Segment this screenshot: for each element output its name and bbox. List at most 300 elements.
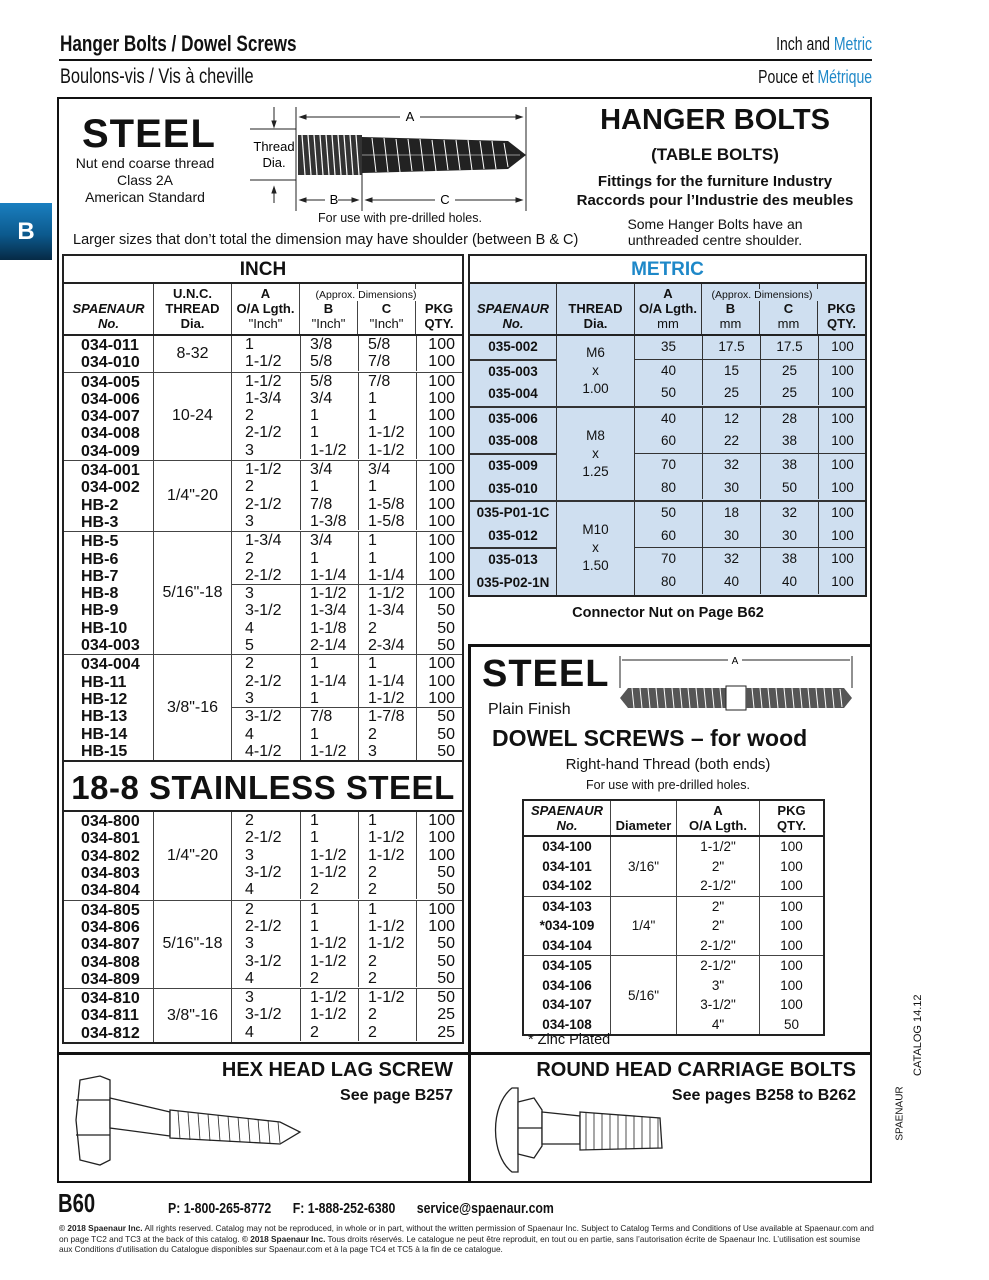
dim-b: 7/8 — [310, 495, 333, 513]
dimension-block — [634, 502, 865, 594]
metric-table-caption: METRIC — [470, 256, 865, 284]
dim-c: 2 — [368, 952, 377, 970]
legal-notice: © 2018 Spaenaur Inc. All rights reserved. Catalog may not be reproduced, in whole or in part, without the written permission of Spaenaur Inc. Subject to Catalog Terms and Conditions of Use available at Spaenaur.com and on page TC2 and TC3 at the back of this catalog. © 2018 Spaenaur Inc. Tous droits réservés. Le catalogue ne peut être reproduit, en tout ou en partie, sans l’autorisation écrite de Spaenaur Inc. L’utilisation est soumise aux Conditions d’utilisation du Catalogue disponibles sur Spaenaur.com et à la page TC4 et TC5 à la fin de ce catalogue. — [59, 1223, 874, 1254]
dim-b-column — [702, 360, 760, 405]
carriage-bolts-page-link[interactable]: See pages B258 to B262 — [671, 1087, 856, 1104]
pkg-qty-column — [759, 897, 823, 956]
col-header-no: SPAENAUR No. — [531, 803, 603, 833]
overall-length: 4" — [711, 1016, 725, 1032]
thread-size — [556, 336, 634, 406]
part-number: 035-004 — [488, 386, 538, 402]
diameter-group — [524, 897, 823, 957]
dimension-block — [231, 532, 463, 654]
pkg-qty: 100 — [428, 900, 455, 918]
part-number: 034-804 — [81, 882, 140, 900]
dim-b: 7/8 — [310, 708, 333, 726]
approx-dimensions-label: (Approx. Dimensions) — [307, 289, 425, 301]
dim-c-column — [760, 548, 818, 593]
overall-length-column — [232, 655, 300, 707]
part-number: 034-003 — [81, 637, 140, 655]
pkg-qty-column — [416, 812, 463, 898]
part-number: 035-P01-1C — [476, 505, 550, 521]
dim-c-column — [358, 336, 416, 371]
pkg-qty: 100 — [831, 551, 854, 567]
part-pair — [470, 502, 556, 547]
overall-length: 80 — [660, 479, 677, 495]
part-number: 034-104 — [542, 937, 592, 953]
pkg-qty: 100 — [428, 353, 455, 371]
pkg-qty: 50 — [437, 637, 455, 655]
dim-c: 50 — [781, 479, 798, 495]
part-number-column — [64, 655, 153, 760]
overall-length: 40 — [660, 362, 677, 378]
overall-length: 3 — [245, 441, 254, 459]
dim-c: 1-5/8 — [368, 512, 405, 530]
fax-number: F: 1-888-252-6380 — [292, 1200, 396, 1217]
overall-length: 3-1/2 — [245, 952, 282, 970]
overall-length: 1-1/2" — [700, 839, 736, 854]
thread-size-line: x — [592, 362, 599, 378]
svg-text:B: B — [329, 192, 339, 207]
col-header-a: A O/A Lgth. mm — [634, 284, 701, 334]
zinc-plated-footnote: * Zinc Plated — [528, 1032, 611, 1048]
overall-length: 40 — [660, 410, 677, 426]
dim-b: 1-1/2 — [310, 1006, 347, 1024]
thread-size-line: M8 — [586, 427, 605, 443]
dim-c: 3 — [368, 742, 377, 760]
pkg-qty: 100 — [831, 410, 854, 426]
part-number: 035-013 — [488, 552, 538, 568]
dim-c: 1-7/8 — [368, 708, 405, 726]
dim-b: 1-1/2 — [310, 742, 347, 760]
overall-length: 2-1/2 — [245, 917, 282, 935]
svg-text:Dia.: Dia. — [262, 155, 286, 170]
dim-b-column — [300, 336, 358, 371]
overall-length: 2" — [711, 858, 725, 874]
dimension-subgroup — [232, 812, 463, 898]
overall-length-column — [635, 336, 702, 359]
pkg-qty: 100 — [780, 878, 803, 893]
pkg-qty: 100 — [428, 585, 455, 603]
part-number: 034-007 — [81, 408, 140, 426]
part-number: 034-101 — [542, 858, 592, 874]
dim-c: 28 — [781, 410, 798, 426]
overall-length: 2 — [245, 900, 254, 918]
dim-c: 1-5/8 — [368, 495, 405, 513]
part-pair — [470, 359, 556, 406]
overall-length-column — [232, 461, 300, 530]
part-number: 034-102 — [542, 878, 592, 893]
dimension-block — [634, 336, 865, 406]
dim-b: 1-1/2 — [310, 864, 347, 882]
inch-table-caption: INCH — [64, 256, 462, 284]
dimension-subgroup — [232, 584, 463, 654]
overall-length-column — [232, 373, 300, 459]
dowel-table-header — [524, 801, 823, 837]
overall-length: 3" — [711, 977, 725, 993]
overall-length: 70 — [660, 456, 677, 472]
dim-c-column — [358, 532, 416, 584]
dim-c: 7/8 — [368, 353, 391, 371]
thread-size: 1/4"-20 — [153, 812, 231, 899]
thread-size: 8-32 — [153, 336, 231, 372]
predrilled-note: For use with pre-drilled holes. — [318, 211, 482, 225]
dim-b: 1-1/2 — [310, 935, 347, 953]
dim-c-column — [358, 812, 416, 898]
desc-line: Class 2A — [116, 172, 174, 188]
dowel-steel-heading: STEEL — [482, 653, 610, 695]
thread-group — [64, 373, 462, 461]
overall-length: 4 — [245, 881, 254, 899]
dim-b-column — [702, 336, 760, 359]
col-header-no: SPAENAUR No. — [477, 301, 549, 331]
pkg-qty: 25 — [437, 1006, 455, 1024]
pkg-qty: 100 — [428, 407, 455, 425]
dim-c: 1 — [368, 549, 377, 567]
dim-c: 1-1/2 — [368, 917, 405, 935]
pkg-qty: 100 — [831, 456, 854, 472]
overall-length: 3-1/2 — [245, 708, 282, 726]
overall-length: 3-1/2" — [700, 997, 736, 1012]
thread-size-line: M6 — [586, 344, 605, 360]
pkg-qty: 100 — [780, 958, 803, 973]
part-number: HB-10 — [81, 619, 128, 637]
dimension-subgroup — [635, 336, 865, 359]
dim-c: 7/8 — [368, 372, 391, 390]
part-number-column — [64, 532, 153, 654]
thread-group — [64, 901, 462, 989]
pkg-qty: 100 — [428, 655, 455, 673]
dimension-block — [231, 989, 463, 1042]
pkg-qty: 50 — [437, 952, 455, 970]
pkg-qty: 100 — [428, 495, 455, 513]
phone-number[interactable]: P: 1-800-265-8772 — [168, 1200, 272, 1217]
overall-length: 3-1/2 — [245, 1006, 282, 1024]
email-link[interactable]: service@spaenaur.com — [416, 1200, 554, 1217]
lag-screw-page-link[interactable]: See page B257 — [340, 1087, 453, 1104]
diameter: 5/16" — [610, 956, 676, 1034]
thread-size: 10-24 — [153, 373, 231, 460]
pkg-qty-column — [818, 360, 866, 405]
overall-length: 2 — [245, 549, 254, 567]
dim-c: 1 — [368, 478, 377, 496]
dim-b: 1 — [310, 900, 319, 918]
overall-length: 1-1/2 — [245, 372, 282, 390]
dim-b: 3/4 — [310, 532, 333, 550]
dim-c: 1-1/2 — [368, 689, 405, 707]
overall-length: 1-1/2 — [245, 461, 282, 479]
part-number-column — [64, 461, 153, 531]
col-header-a: A O/A Lgth. "Inch" — [231, 284, 299, 334]
svg-text:C: C — [440, 192, 450, 207]
bottom-column-divider — [468, 1052, 471, 1183]
thread-group — [64, 655, 462, 760]
dim-b: 2 — [310, 969, 319, 987]
dim-c: 2 — [368, 725, 377, 743]
overall-length: 60 — [660, 527, 677, 543]
part-number: 034-105 — [542, 958, 592, 973]
part-number: 035-009 — [488, 457, 538, 473]
dim-b-column — [702, 502, 760, 547]
dim-b: 1 — [310, 689, 319, 707]
part-number: HB-7 — [81, 567, 119, 585]
part-number-column — [64, 336, 153, 372]
col-header-thread: U.N.C. THREAD Dia. — [153, 284, 231, 334]
overall-length: 2-1/2" — [700, 958, 736, 973]
carriage-bolt-illustration — [490, 1080, 730, 1180]
pkg-qty: 100 — [428, 372, 455, 390]
part-number: HB-2 — [81, 496, 119, 514]
dim-c-column — [358, 373, 416, 459]
dim-b: 12 — [723, 410, 740, 426]
overall-length: 60 — [660, 433, 677, 449]
pkg-qty: 100 — [780, 858, 803, 874]
steel-description — [66, 155, 224, 206]
overall-length: 4-1/2 — [245, 742, 282, 760]
overall-length: 3 — [245, 935, 254, 953]
desc-line: American Standard — [85, 189, 205, 205]
svg-text:Thread: Thread — [253, 139, 295, 154]
dimension-subgroup — [232, 655, 463, 707]
dim-c: 2 — [368, 619, 377, 637]
thread-group — [64, 461, 462, 532]
part-number-column — [524, 897, 610, 956]
overall-length-column — [635, 454, 702, 499]
dim-c: 1-1/2 — [368, 935, 405, 953]
thread-group — [64, 532, 462, 655]
dim-b: 1 — [310, 725, 319, 743]
dowel-table — [522, 799, 825, 1036]
catalog-version: CATALOG 14.12 — [912, 994, 924, 1076]
dim-c: 1-1/2 — [368, 441, 405, 459]
desc-line: Nut end coarse thread — [75, 155, 215, 171]
dim-b-column — [300, 532, 358, 584]
dim-c: 1 — [368, 655, 377, 673]
dim-c: 38 — [781, 456, 798, 472]
overall-length-column — [676, 897, 759, 956]
thread-size-line: M10 — [582, 522, 609, 538]
part-pair — [470, 408, 556, 453]
dim-b: 1-1/2 — [310, 441, 347, 459]
part-number: HB-14 — [81, 725, 128, 743]
dim-b: 1-1/4 — [310, 672, 347, 690]
pkg-qty: 100 — [831, 479, 854, 495]
dim-b: 15 — [723, 362, 740, 378]
pkg-qty: 100 — [428, 461, 455, 479]
dim-c: 1 — [368, 812, 377, 830]
diameter-group — [524, 956, 823, 1034]
pkg-qty: 100 — [780, 839, 803, 854]
pkg-qty: 100 — [428, 389, 455, 407]
dimension-subgroup — [232, 707, 463, 760]
part-pair — [470, 547, 556, 594]
part-number: 034-009 — [81, 442, 140, 460]
overall-length: 4 — [245, 619, 254, 637]
pkg-qty: 100 — [428, 829, 455, 847]
stainless-caption: 18-8 STAINLESS STEEL — [64, 760, 462, 812]
part-number: 034-803 — [81, 865, 140, 883]
col-header-qty: PKG QTY. — [817, 284, 865, 334]
pkg-qty: 50 — [437, 619, 455, 637]
part-number: 035-012 — [488, 527, 538, 543]
pkg-qty: 100 — [428, 917, 455, 935]
dim-c: 1-3/4 — [368, 602, 405, 620]
overall-length-column — [232, 532, 300, 584]
dowel-screw-diagram — [618, 654, 858, 714]
dim-b: 25 — [723, 385, 740, 401]
pkg-qty-column — [818, 454, 866, 499]
dim-b: 22 — [723, 433, 740, 449]
dim-c: 2 — [368, 864, 377, 882]
part-number: 034-810 — [81, 990, 140, 1008]
pkg-qty: 100 — [428, 846, 455, 864]
overall-length: 2-1/2 — [245, 829, 282, 847]
dimension-block — [231, 812, 463, 899]
dim-c: 17.5 — [776, 339, 803, 354]
col-header-b: B "Inch" — [299, 284, 357, 334]
part-number: 034-008 — [81, 425, 140, 443]
part-number: 035-006 — [488, 410, 538, 426]
dim-b: 1-3/8 — [310, 512, 347, 530]
thread-size: 3/8"-16 — [153, 655, 231, 760]
thread-size-line: x — [592, 540, 599, 556]
metric-table — [468, 254, 867, 597]
pkg-qty: 100 — [428, 478, 455, 496]
thread-group — [470, 336, 865, 408]
thread-size: 5/16"-18 — [153, 901, 231, 988]
col-header-no: SPAENAUR No. — [72, 301, 145, 331]
overall-length-column — [232, 989, 300, 1041]
pkg-qty: 100 — [831, 339, 854, 354]
lag-screw-title: HEX HEAD LAG SCREW — [221, 1059, 453, 1081]
pkg-qty: 100 — [428, 689, 455, 707]
pkg-qty-column — [818, 408, 866, 453]
dim-b: 5/8 — [310, 353, 333, 371]
part-number: HB-9 — [81, 602, 119, 620]
shoulder-info-line: unthreaded centre shoulder. — [627, 232, 803, 248]
dimension-subgroup — [232, 336, 463, 371]
dim-b: 1 — [310, 812, 319, 830]
thread-group — [64, 812, 462, 900]
dimension-subgroup — [232, 901, 463, 987]
dim-b: 5/8 — [310, 372, 333, 390]
dim-c: 3/4 — [368, 461, 391, 479]
dim-c: 1-1/2 — [368, 424, 405, 442]
brand-logo-text: SPAENAUR — [894, 1086, 906, 1141]
shoulder-note: Larger sizes that don’t total the dimension may have shoulder (between B & C) — [73, 232, 579, 248]
dim-c: 2 — [368, 1006, 377, 1024]
dim-b-column — [300, 708, 358, 760]
overall-length-column — [676, 837, 759, 896]
dim-b: 3/4 — [310, 389, 333, 407]
dimension-subgroup — [232, 461, 463, 530]
dimension-subgroup — [232, 532, 463, 584]
pkg-qty: 100 — [428, 512, 455, 530]
diameter-group — [524, 837, 823, 897]
part-pair — [470, 453, 556, 500]
stainless-table-body — [64, 812, 462, 1042]
part-number: 034-100 — [542, 839, 592, 854]
hanger-bolts-title: HANGER BOLTS — [600, 104, 830, 136]
page-subtitle: Boulons-vis / Vis à cheville — [60, 65, 254, 88]
pkg-qty: 50 — [437, 742, 455, 760]
dim-b-column — [300, 655, 358, 707]
table-bolts-subtitle: (TABLE BOLTS) — [651, 145, 779, 164]
thread-size: 1/4"-20 — [153, 461, 231, 531]
part-number-column — [64, 812, 153, 899]
dim-c-column — [358, 461, 416, 530]
col-header-qty: PKG QTY. — [415, 284, 462, 334]
overall-length: 2-1/2 — [245, 424, 282, 442]
dim-c: 2 — [368, 881, 377, 899]
pkg-qty: 50 — [783, 1016, 800, 1032]
dim-b-column — [300, 901, 358, 987]
overall-length: 50 — [660, 505, 677, 521]
overall-length: 2-1/2 — [245, 495, 282, 513]
approx-dimensions-label: (Approx. Dimensions) — [703, 289, 821, 301]
dimension-block — [231, 901, 463, 988]
pkg-qty: 100 — [780, 898, 803, 914]
dimension-block — [231, 655, 463, 760]
dim-b: 32 — [723, 456, 740, 472]
pkg-qty-column — [416, 708, 463, 760]
part-number: HB-3 — [81, 513, 119, 531]
part-number: 034-107 — [542, 997, 592, 1012]
dim-c: 1-1/4 — [368, 672, 405, 690]
dim-b: 1 — [310, 829, 319, 847]
overall-length: 1 — [245, 336, 254, 353]
dimension-block — [231, 461, 463, 531]
pkg-qty-column — [416, 901, 463, 987]
pkg-qty: 100 — [780, 937, 803, 953]
pkg-qty: 100 — [780, 918, 803, 933]
carriage-bolts-title: ROUND HEAD CARRIAGE BOLTS — [536, 1059, 856, 1081]
units-label-en: Inch and Metric — [776, 34, 872, 54]
thread-size-line: x — [592, 445, 599, 461]
dim-c: 38 — [781, 433, 798, 449]
part-number-column — [470, 408, 556, 500]
part-number: 034-811 — [81, 1007, 139, 1025]
dimension-subgroup — [635, 408, 865, 453]
plain-finish-label: Plain Finish — [488, 701, 571, 718]
overall-length: 2 — [245, 812, 254, 830]
dim-c: 1 — [368, 407, 377, 425]
part-number: 034-002 — [81, 479, 140, 497]
dim-c: 1-1/2 — [368, 829, 405, 847]
part-number: 034-004 — [81, 656, 140, 674]
overall-length: 1-1/2 — [245, 353, 282, 371]
part-number: 035-P02-1N — [476, 574, 550, 590]
dim-c: 2 — [368, 969, 377, 987]
overall-length-column — [232, 812, 300, 898]
part-number: *034-109 — [539, 918, 595, 933]
dimension-subgroup — [232, 373, 463, 459]
thread-group — [64, 989, 462, 1042]
thread-note: Right-hand Thread (both ends) — [565, 756, 771, 773]
dim-b: 1-1/4 — [310, 566, 347, 584]
dim-b: 1-3/4 — [310, 602, 347, 620]
part-number: HB-13 — [81, 708, 128, 726]
part-number: 034-808 — [81, 953, 140, 971]
dowel-screws-title: DOWEL SCREWS – for wood — [492, 725, 808, 751]
pkg-qty-column — [416, 989, 463, 1041]
pkg-qty: 50 — [437, 708, 455, 726]
col-header-thread: THREAD Dia. — [556, 284, 634, 334]
dim-b-column — [300, 461, 358, 530]
pkg-qty: 50 — [437, 935, 455, 953]
part-number: HB-12 — [81, 690, 128, 708]
dimension-subgroup — [635, 547, 865, 593]
